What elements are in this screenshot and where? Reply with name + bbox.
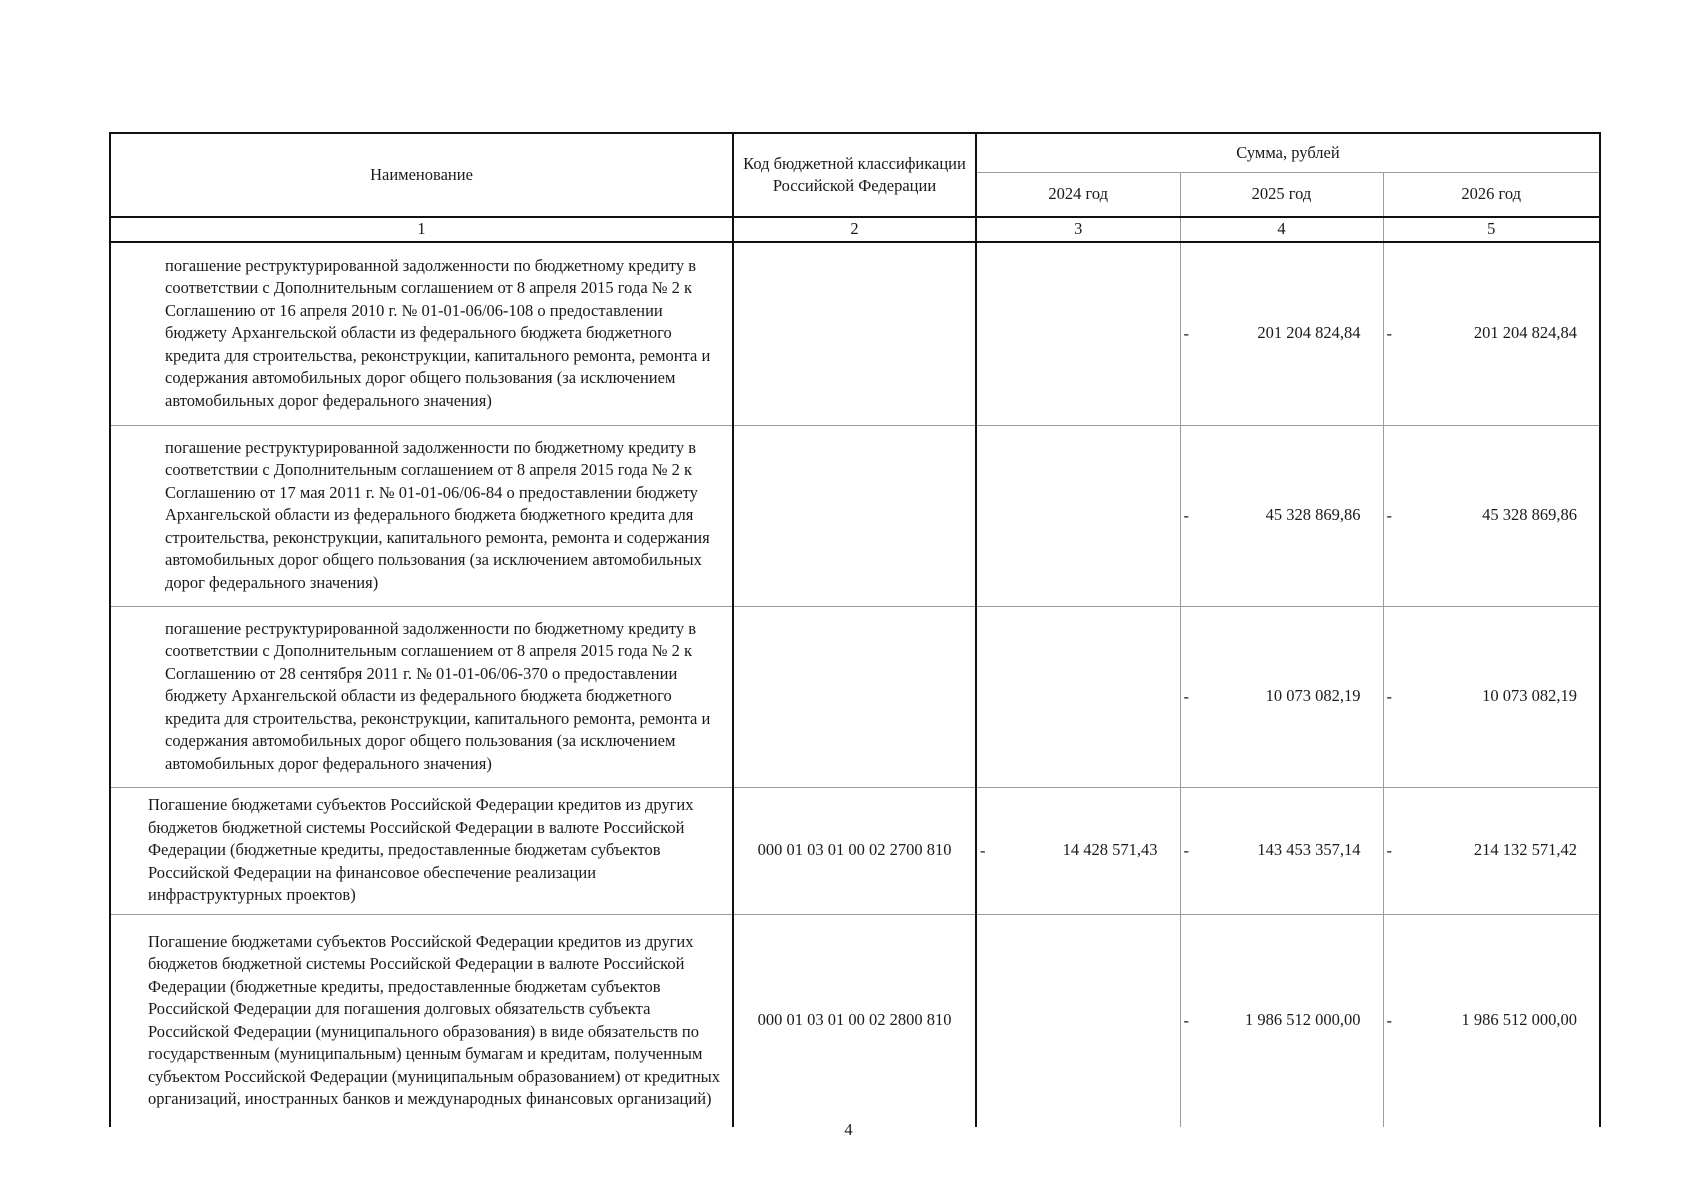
header-year-2026: 2026 год <box>1383 173 1600 217</box>
row-code <box>733 425 976 606</box>
header-year-2024: 2024 год <box>976 173 1180 217</box>
amount-value: 143 453 357,14 <box>1257 840 1361 860</box>
table-row <box>110 787 1600 914</box>
table-row <box>110 242 1600 426</box>
minus-sign: - <box>1183 323 1189 343</box>
minus-sign: - <box>1386 323 1392 343</box>
amount-2026 <box>1383 606 1600 787</box>
amount-value: 201 204 824,84 <box>1257 323 1361 343</box>
amount-value: 14 428 571,43 <box>1062 840 1158 860</box>
amount-value: 201 204 824,84 <box>1473 323 1577 343</box>
row-name: Погашение бюджетами субъектов Российской Федерации кредитов из других бюджетов бюджетной системы Российской Федерации в валюте Российской Федерации (бюджетные кредиты, предоставленные бюджетам субъектов Российской Федерации для погашения долговых обязательств субъекта Российской Федерации (муниципального образования) в виде обязательств по государственным (муниципальным) ценным бумагам и кредитам, полученным субъектом Российской Федерации (муниципальным образованием) от кредитных организаций, иностранных банков и международных финансовых организаций) <box>110 914 733 1127</box>
amount-2026 <box>1383 787 1600 914</box>
amount-value: 1 986 512 000,00 <box>1461 1010 1577 1030</box>
row-code <box>733 242 976 426</box>
budget-table-sheet <box>109 132 1599 1127</box>
column-number: 3 <box>976 217 1180 242</box>
row-name: погашение реструктурированной задолженности по бюджетному кредиту в соответствии с Дополнительным соглашением от 8 апреля 2015 года № 2 к Соглашению от 16 апреля 2010 г. № 01-01-06/06-108 о предоставлении бюджету Архангельской области из федерального бюджета бюджетного кредита для строительства, реконструкции, капитального ремонта, ремонта и содержания автомобильных дорог общего пользования (за исключением автомобильных дорог федерального значения) <box>110 242 733 426</box>
amount-value: 214 132 571,42 <box>1473 840 1577 860</box>
amount-2025 <box>1180 914 1383 1127</box>
row-code <box>733 606 976 787</box>
row-code: 000 01 03 01 00 02 2700 810 <box>733 787 976 914</box>
column-number-row <box>110 217 1600 242</box>
row-name: погашение реструктурированной задолженности по бюджетному кредиту в соответствии с Дополнительным соглашением от 8 апреля 2015 года № 2 к Соглашению от 17 мая 2011 г. № 01-01-06/06-84 о предоставлении бюджету Архангельской области из федерального бюджета бюджетного кредита для строительства, реконструкции, капитального ремонта, ремонта и содержания автомобильных дорог общего пользования (за исключением автомобильных дорог федерального значения) <box>110 425 733 606</box>
amount-value: 45 328 869,86 <box>1265 505 1361 525</box>
header-code: Код бюджетной классификации Российской Федерации <box>733 133 976 217</box>
minus-sign: - <box>1386 1010 1392 1030</box>
amount-2024 <box>976 787 1180 914</box>
minus-sign: - <box>1386 686 1392 706</box>
amount-value: 45 328 869,86 <box>1482 505 1577 525</box>
amount-2025 <box>1180 606 1383 787</box>
amount-2025 <box>1180 425 1383 606</box>
amount-2025 <box>1180 787 1383 914</box>
minus-sign: - <box>1183 686 1189 706</box>
row-code: 000 01 03 01 00 02 2800 810 <box>733 914 976 1127</box>
page-number: 4 <box>844 1120 853 1139</box>
amount-2024 <box>976 425 1180 606</box>
amount-2025 <box>1180 242 1383 426</box>
row-name: Погашение бюджетами субъектов Российской Федерации кредитов из других бюджетов бюджетной системы Российской Федерации в валюте Российской Федерации (бюджетные кредиты, предоставленные бюджетам субъектов Российской Федерации на финансовое обеспечение реализации инфраструктурных проектов) <box>110 787 733 914</box>
amount-value: 10 073 082,19 <box>1265 686 1361 706</box>
minus-sign: - <box>1183 1010 1189 1030</box>
amount-value: 1 986 512 000,00 <box>1245 1010 1361 1030</box>
minus-sign: - <box>980 840 986 860</box>
column-number: 1 <box>110 217 733 242</box>
amount-2026 <box>1383 914 1600 1127</box>
header-year-2025: 2025 год <box>1180 173 1383 217</box>
header-sum: Сумма, рублей <box>976 133 1600 173</box>
table-row <box>110 914 1600 1127</box>
minus-sign: - <box>1386 840 1392 860</box>
column-number: 5 <box>1383 217 1600 242</box>
budget-table <box>109 132 1601 1127</box>
row-name: погашение реструктурированной задолженности по бюджетному кредиту в соответствии с Дополнительным соглашением от 8 апреля 2015 года № 2 к Соглашению от 28 сентября 2011 г. № 01-01-06/06-370 о предоставлении бюджету Архангельской области из федерального бюджета бюджетного кредита для строительства, реконструкции, капитального ремонта, ремонта и содержания автомобильных дорог общего пользования (за исключением автомобильных дорог федерального значения) <box>110 606 733 787</box>
minus-sign: - <box>1386 505 1392 525</box>
minus-sign: - <box>1183 505 1189 525</box>
column-number: 2 <box>733 217 976 242</box>
amount-2026 <box>1383 242 1600 426</box>
minus-sign: - <box>1183 840 1189 860</box>
amount-2026 <box>1383 425 1600 606</box>
amount-2024 <box>976 606 1180 787</box>
header-name: Наименование <box>110 133 733 217</box>
amount-2024 <box>976 242 1180 426</box>
table-row <box>110 606 1600 787</box>
table-row <box>110 425 1600 606</box>
amount-2024 <box>976 914 1180 1127</box>
column-number: 4 <box>1180 217 1383 242</box>
amount-value: 10 073 082,19 <box>1482 686 1577 706</box>
